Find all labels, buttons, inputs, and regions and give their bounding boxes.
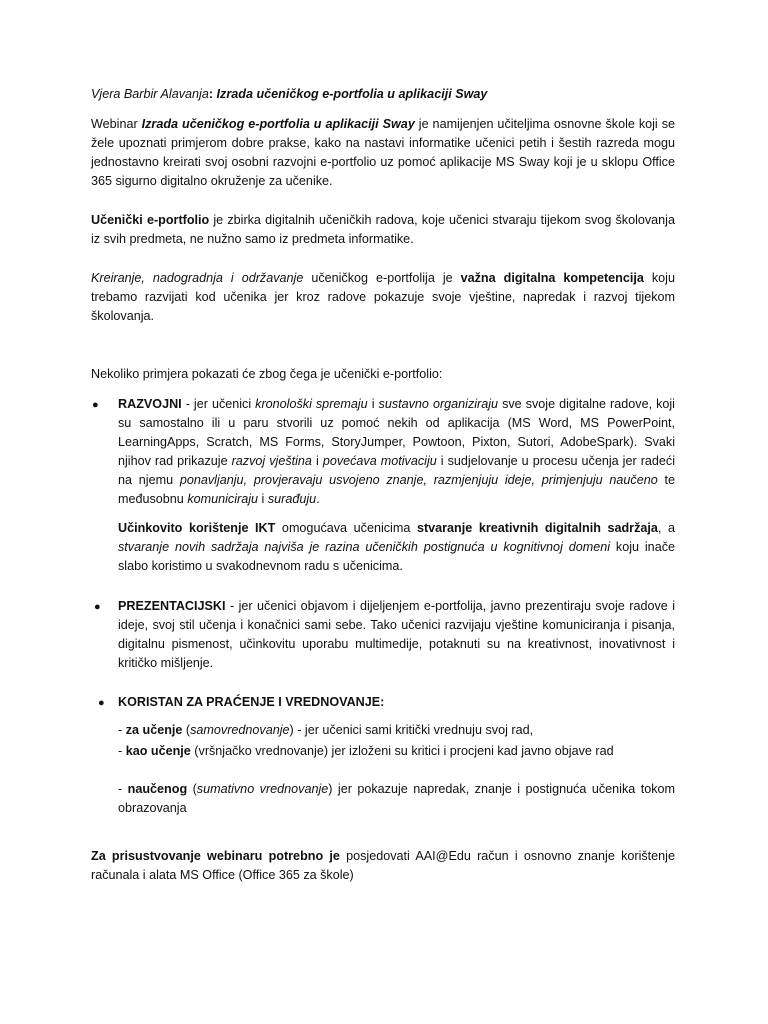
item-bold: za učenje xyxy=(125,723,183,737)
razvojni-t7: i xyxy=(311,454,323,468)
item-rest: ) - jer učenici sami kritički vrednuju svoj rad, xyxy=(289,723,534,737)
razvojni-t6: razvoj vještina xyxy=(231,454,312,468)
item-dash: - xyxy=(118,744,126,758)
intro-paragraph xyxy=(91,115,675,191)
document-title xyxy=(91,85,675,104)
competence-a: Kreiranje, nadogradnja i održavanje xyxy=(91,271,304,285)
competence-d: koju trebamo razvijati kod učenika jer kroz radove pokazuje svoje vještine, napredak i razvoj tijekom školovanja. xyxy=(91,271,675,323)
requirement-text: posjedovati AAI@Edu račun i osnovno znanje korištenje računala i alata MS Office (Office 365 za škole) xyxy=(91,849,675,882)
bullet-icon: ● xyxy=(98,697,105,709)
ikt-b: omogućava učenicima xyxy=(275,521,417,535)
ikt-e: stvaranje novih sadržaja najviša je razina učeničkih postignuća u kognitivnoj domeni xyxy=(118,540,611,554)
intro-c: je namijenjen učiteljima osnovne škole koji se žele upoznati primjerom dobre prakse, kako na nastavi informatike učenici petih i šestih razreda mogu jednostavno kreirati svoj osobni razvojni e-portfolio uz pomoć aplikacije MS Sway koji je u sklopu Office 365 sigurno digitalno okruženje za učenike. xyxy=(91,117,675,188)
item-rest: ) jer izloženi su kritici i procjeni kad javno objave rad xyxy=(323,744,614,758)
koristan-item xyxy=(118,742,675,761)
competence-highlight: važna digitalna kompetencija xyxy=(460,271,644,285)
item-open: ( xyxy=(182,723,191,737)
item-dash: - xyxy=(118,723,126,737)
ikt-f: koju inače slabo koristimo u svakodnevnom radu s učenicima. xyxy=(118,540,675,573)
razvojni-t2: kronološki spremaju xyxy=(255,397,368,411)
item-rest: ) jer pokazuje napredak, znanje i postignuća učenika tokom obrazovanja xyxy=(118,782,676,815)
ikt-d: , a xyxy=(657,521,675,535)
razvojni-t4: sustavno organiziraju xyxy=(378,397,499,411)
ikt-c: stvaranje kreativnih digitalnih sadržaja xyxy=(416,521,658,535)
intro-a: Webinar xyxy=(91,117,142,131)
competence-paragraph xyxy=(91,269,675,326)
item-open: ( xyxy=(190,744,199,758)
koristan-item xyxy=(118,721,675,740)
bullet-icon: ● xyxy=(92,399,99,411)
item-italic: samovrednovanje xyxy=(190,723,290,737)
razvojni-t10: ponavljanju, provjeravaju usvojeno znanje, razmjenjuju ideje, primjenjuju naučeno xyxy=(179,473,658,487)
koristan-item xyxy=(118,780,675,818)
intro-webinar-name: Izrada učeničkog e-portfolia u aplikaciji Sway xyxy=(141,117,415,131)
razvojni-t3: i xyxy=(367,397,379,411)
competence-b: učeničkog e-portfolija je xyxy=(303,271,461,285)
razvojni-t15: . xyxy=(316,492,320,506)
prezentacijski-text: - jer učenici objavom i dijeljenjem e-portfolija, javno prezentiraju svoje radove i ideje, svoj stil učenja i konačnici sami sebe. Tako učenici razvijaju vještine komuniciranja i pisanja, digitalnu pismenost, učinkovitu uporabu multimedije, potaknuti su na kreativnost, inovativnost i kritičko mišljenje. xyxy=(118,599,675,670)
razvojni-head: RAZVOJNI xyxy=(118,397,182,411)
title-colon: : xyxy=(208,87,217,101)
requirement-bold: Za prisustvovanje webinaru potrebno je xyxy=(91,849,340,863)
title-author: Vjera Barbir Alavanja xyxy=(91,87,209,101)
requirement-paragraph xyxy=(91,847,675,885)
title-name: Izrada učeničkog e-portfolia u aplikaciji Sway xyxy=(216,87,488,101)
razvojni-t9: i sudjelovanje u procesu učenja jer radeći na njemu xyxy=(118,454,675,487)
koristan-head-text: KORISTAN ZA PRAĆENJE I VREDNOVANJE: xyxy=(118,695,385,709)
razvojni-t14: surađuju xyxy=(267,492,317,506)
definition-text: je zbirka digitalnih učeničkih radova, koje učenici stvaraju tijekom svog školovanja iz svih predmeta, ne nužno samo iz predmeta informatike. xyxy=(91,213,675,246)
item-open: ( xyxy=(187,782,197,796)
item-text: vršnjačko vrednovanje xyxy=(198,744,324,758)
bullet-icon: ● xyxy=(94,601,101,613)
ikt-a: Učinkovito korištenje IKT xyxy=(118,521,276,535)
koristan-head xyxy=(118,693,675,712)
examples-intro: Nekoliko primjera pokazati će zbog čega je učenički e-portfolio: xyxy=(91,367,443,381)
item-bold: naučenog xyxy=(127,782,188,796)
razvojni-t5: sve svoje digitalne radove, koji su samostalno ili u paru stvorili uz pomoć nekih od aplikacija (MS Word, MS PowerPoint, LearningApps, Scratch, MS Forms, StoryJumper, Powtoon, Pixton, Sutori, AdobeSpark). Svaki njihov rad prikazuje xyxy=(118,397,675,468)
razvojni-t8: povećava motivaciju xyxy=(322,454,437,468)
razvojni-t1: - jer učenici xyxy=(181,397,256,411)
ikt-paragraph xyxy=(118,519,675,576)
item-dash: - xyxy=(118,782,128,796)
definition-term: Učenički e-portfolio xyxy=(91,213,210,227)
razvojni-t12: komuniciraju xyxy=(187,492,259,506)
definition-paragraph xyxy=(91,211,675,249)
razvojni-t13: i xyxy=(258,492,268,506)
bullet-razvojni xyxy=(118,395,675,509)
item-bold: kao učenje xyxy=(125,744,191,758)
bullet-prezentacijski xyxy=(118,597,675,673)
prezentacijski-head: PREZENTACIJSKI xyxy=(118,599,226,613)
razvojni-t11: te međusobnu xyxy=(118,473,675,506)
item-italic: sumativno vrednovanje xyxy=(196,782,329,796)
